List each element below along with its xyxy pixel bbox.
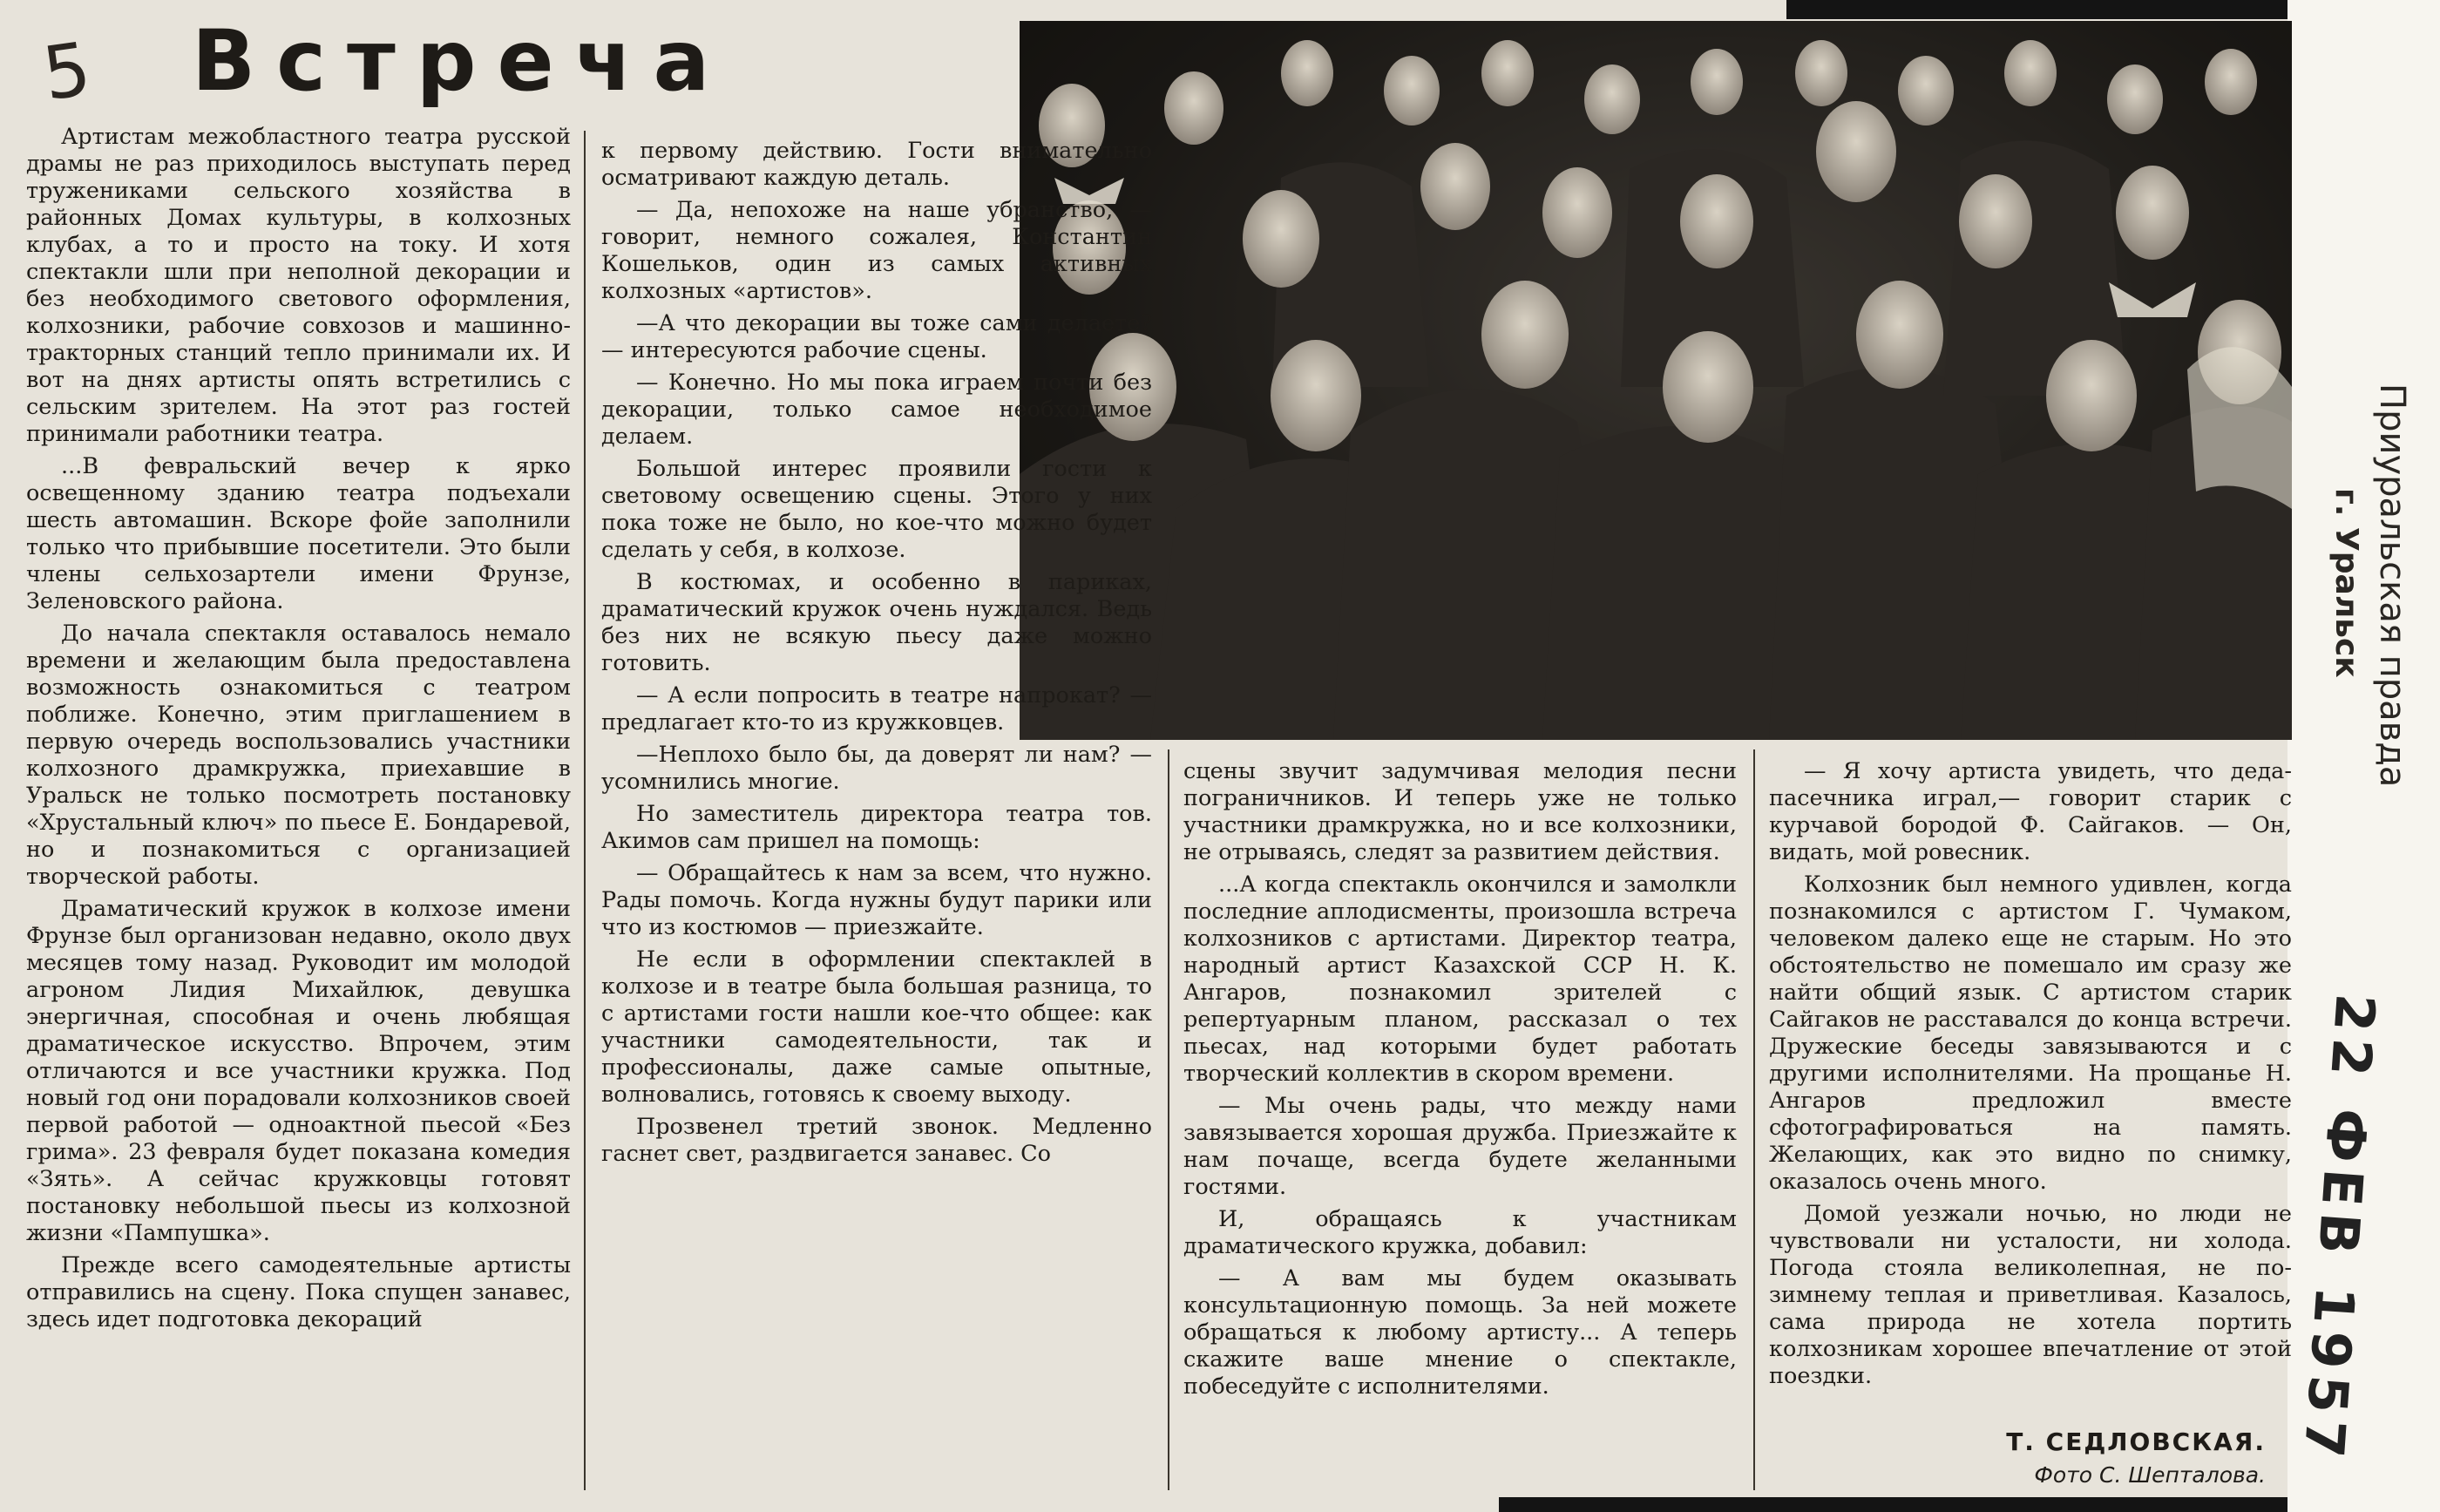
photo-credit: Фото С. Шепталова. [2034,1462,2266,1488]
author-byline: Т. СЕДЛОВСКАЯ. [2006,1427,2266,1456]
paragraph: — Мы очень рады, что между нами завязывается хорошая дружба. Приезжайте к нам почаще, всегда будете желанными гостями. [1183,1093,1737,1200]
paragraph: Но заместитель директора театра тов. Акимов сам пришел на помощь: [601,801,1152,854]
pencil-mark: 5 [37,25,97,118]
paragraph: — Да, непохоже на наше убранство, — говорит, немного сожалея, Константин Кошельков, один из самых активных колхозных «артистов». [601,197,1152,304]
city-note: г. Уральск [2328,488,2364,678]
paragraph: —Неплохо было бы, да доверят ли нам? — усомнились многие. [601,742,1152,795]
paragraph: Большой интерес проявили гости к световому освещению сцены. Этого у них пока тоже не было, но кое-что можно будет сделать у себя, в колхозе. [601,456,1152,563]
article-column-1 [26,124,571,1501]
paragraph: —А что декорации вы тоже сами делаете? — интересуются рабочие сцены. [601,310,1152,363]
paragraph: — Обращайтесь к нам за всем, что нужно. Рады помочь. Когда нужны будут парики или что из костюмов — приезжайте. [601,860,1152,940]
paragraph: — Я хочу артиста увидеть, что деда-пасечника играл,— говорит старик с курчавой бородой Ф. Сайгаков. — Он, видать, мой ровесник. [1769,758,2292,865]
scan-edge-top [1786,0,2288,19]
paragraph: В костюмах, и особенно в париках, драматический кружок очень нуждался. Ведь без них не всякую пьесу даже можно готовить. [601,569,1152,676]
paragraph: — А вам мы будем оказывать консультационную помощь. За ней можете обращаться к любому артисту... А теперь скажите ваше мнение о спектакле, побеседуйте с исполнителями. [1183,1265,1737,1400]
paragraph: к первому действию. Гости внимательно осматривают каждую деталь. [601,138,1152,191]
paragraph: И, обращаясь к участникам драматического кружка, добавил: [1183,1206,1737,1259]
column-rule [584,131,586,1490]
article-column-3 [1183,758,1737,1490]
date-stamp: 22 ФЕВ 1957 [2291,992,2388,1467]
paragraph: Прежде всего самодеятельные артисты отправились на сцену. Пока спущен занавес, здесь идет подготовка декораций [26,1252,571,1332]
article-headline: Встреча [192,12,731,110]
column-rule [1753,749,1755,1490]
paragraph: Домой уезжали ночью, но люди не чувствовали ни усталости, ни холода. Погода стояла великолепная, не по-зимнему теплая и приветливая. Казалось, сама природа не хотела портить колхозникам хорошее впечатление от этой поездки. [1769,1201,2292,1389]
article-column-2 [601,138,1152,1484]
paragraph: Колхозник был немного удивлен, когда познакомился с артистом Г. Чумаком, человеком далеко еще не старым. Но это обстоятельство не помешало им сразу же найти общий язык. С артистом старик Сайгаков не расставался до конца встречи. Дружеские беседы завязываются и с другими исполнителями. На прощанье Н. Ангаров предложил вместе сфотографироваться на память. Желающих, как это видно по снимку, оказалось очень много. [1769,871,2292,1195]
article-column-4 [1769,758,2292,1420]
group-photo [1020,21,2292,740]
paragraph: — А если попросить в театре напрокат? — предлагает кто-то из кружковцев. [601,682,1152,736]
paragraph: Драматический кружок в колхозе имени Фрунзе был организован недавно, около двух месяцев тому назад. Руководит им молодой агроном Лидия Михайлюк, девушка энергичная, способная и очень любящая драматическое искусство. Впрочем, этим отличаются и все участники кружка. Под новый год они порадовали колхозников своей первой работой — одноактной пьесой «Без грима». 23 февраля будет показана комедия «Зять». А сейчас кружковцы готовят постановку небольшой пьесы из колхозной жизни «Пампушка». [26,896,571,1246]
paragraph: Артистам межобластного театра русской драмы не раз приходилось выступать перед тружениками сельского хозяйства в районных Домах культуры, в колхозных клубах, а то и просто на току. И хотя спектакли шли при неполной декорации и без необходимого светового оформления, колхозники, рабочие совхозов и машинно-тракторных станций тепло принимали их. И вот на днях артисты опять встретились с сельским зрителем. На этот раз гостей принимали работники театра. [26,124,571,447]
paragraph: Не если в оформлении спектаклей в колхозе и в театре была большая разница, то с артистами гости нашли кое-что общее: как участники самодеятельности, так и профессионалы, даже самые опытные, волновались, готовясь к своему выходу. [601,946,1152,1108]
paragraph: сцены звучит задумчивая мелодия песни пограничников. И теперь уже не только участники драмкружка, но и все колхозники, не отрываясь, следят за развитием действия. [1183,758,1737,865]
photo-crowd-illustration [1020,21,2292,740]
column-rule [1168,749,1169,1490]
paragraph: ...А когда спектакль окончился и замолкли последние аплодисменты, произошла встреча колхозников с артистами. Директор театра, народный артист Казахской ССР Н. К. Ангаров, познакомил зрителей с репертуарным планом, рассказал о тех пьесах, над которыми будет работать творческий коллектив в скором времени. [1183,871,1737,1087]
paragraph: Прозвенел третий звонок. Медленно гаснет свет, раздвигается занавес. Со [601,1114,1152,1167]
paragraph: ...В февральский вечер к ярко освещенному зданию театра подъехали шесть автомашин. Вскоре фойе заполнили только что прибывшие посетители. Это были члены сельхозартели имени Фрунзе, Зеленовского района. [26,453,571,614]
newspaper-name-note: Приуральская правда [2372,383,2412,788]
paragraph: — Конечно. Но мы пока играем почти без декорации, только самое необходимое делаем. [601,370,1152,450]
paragraph: До начала спектакля оставалось немало времени и желающим была предоставлена возможность ознакомиться с театром поближе. Конечно, этим приглашением в первую очередь воспользовались участники колхозного драмкружка, приехавшие в Уральск не только посмотреть постановку «Хрустальный ключ» по пьесе Е. Бондаревой, но и познакомиться с организацией творческой работы. [26,620,571,890]
scan-edge-bottom [1499,1497,2288,1512]
